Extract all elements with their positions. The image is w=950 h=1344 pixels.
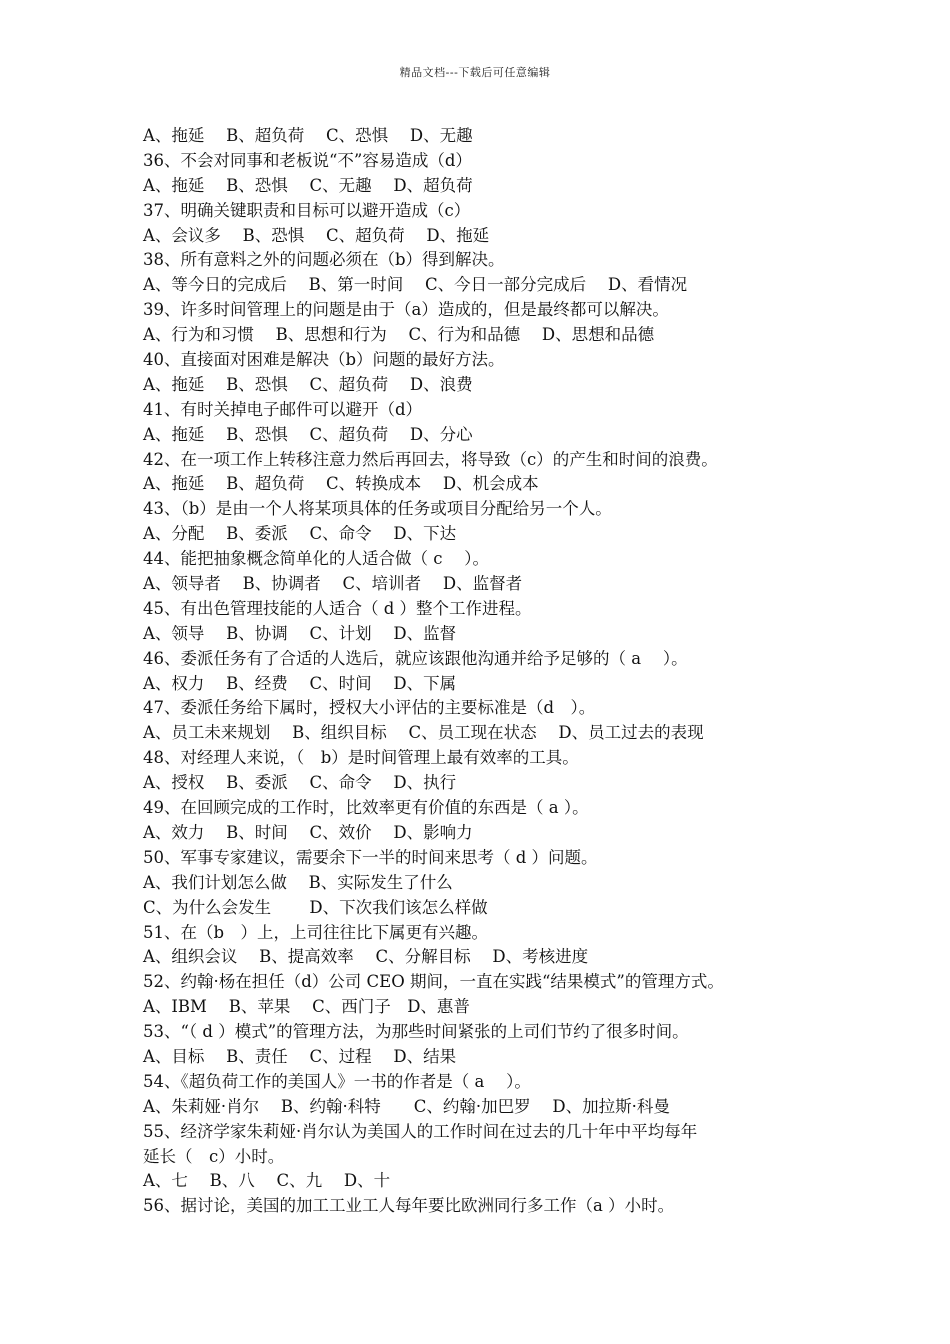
- question-line: 53、“（ d ）模式”的管理方法，为那些时间紧张的上司们节约了很多时间。: [143, 1022, 689, 1042]
- options-line: A、拖延 B、恐惧 C、超负荷 D、分心: [143, 424, 473, 444]
- options-line: A、权力 B、经费 C、时间 D、下属: [143, 673, 457, 693]
- question-line: 54、《超负荷工作的美国人》一书的作者是（ a ）。: [143, 1071, 531, 1091]
- question-line: 45、有出色管理技能的人适合（ d ）整个工作进程。: [143, 598, 532, 618]
- question-line: 51、在（b ）上，上司往往比下属更有兴趣。: [143, 922, 489, 942]
- question-line: 46、委派任务有了合适的人选后，就应该跟他沟通并给予足够的（ a ）。: [143, 648, 688, 668]
- options-line: A、目标 B、责任 C、过程 D、结果: [143, 1046, 457, 1066]
- options-line: A、组织会议 B、提高效率 C、分解目标 D、考核进度: [143, 947, 589, 967]
- options-line: A、拖延 B、恐惧 C、超负荷 D、浪费: [143, 374, 473, 394]
- options-line: A、IBM B、苹果 C、西门子 D、惠普: [143, 997, 470, 1017]
- page-header: 精品文档---下载后可任意编辑: [399, 66, 551, 79]
- options-line: A、行为和习惯 B、思想和行为 C、行为和品德 D、思想和品德: [143, 325, 655, 345]
- question-line: 41、有时关掉电子邮件可以避开（d）: [143, 399, 423, 419]
- question-line: 39、许多时间管理上的问题是由于（a）造成的，但是最终都可以解决。: [143, 300, 669, 320]
- question-line: 55、经济学家朱莉娅·肖尔认为美国人的工作时间在过去的几十年中平均每年: [143, 1121, 698, 1141]
- options-line: A、分配 B、委派 C、命令 D、下达: [143, 524, 457, 544]
- question-line: 52、约翰·杨在担任（d）公司 CEO 期间，一直在实践“结果模式”的管理方式。: [143, 972, 724, 992]
- options-line: A、领导 B、协调 C、计划 D、监督: [143, 623, 457, 643]
- options-line: A、七 B、八 C、九 D、十: [143, 1171, 391, 1191]
- text-line: A、拖延 B、超负荷 C、恐惧 D、无趣: [143, 126, 473, 145]
- question-line: 43、（b）是由一个人将某项具体的任务或项目分配给另一个人。: [143, 499, 612, 519]
- question-line: 36、不会对同事和老板说“不”容易造成（d）: [143, 150, 472, 170]
- question-line: 49、在回顾完成的工作时，比效率更有价值的东西是（ a ）。: [143, 798, 589, 818]
- question-line: 47、委派任务给下属时，授权大小评估的主要标准是（d ）。: [143, 698, 596, 718]
- question-line: 40、直接面对困难是解决（b）问题的最好方法。: [143, 350, 505, 370]
- question-line: 44、能把抽象概念简单化的人适合做（ c ）。: [143, 549, 489, 569]
- options-line: A、等今日的完成后 B、第一时间 C、今日一部分完成后 D、看情况: [143, 275, 688, 295]
- question-line: 50、军事专家建议，需要余下一半的时间来思考（ d ）问题。: [143, 847, 598, 867]
- options-line: C、为什么会发生 D、下次我们该怎么样做: [143, 897, 488, 917]
- question-line: 42、在一项工作上转移注意力然后再回去，将导致（c）的产生和时间的浪费。: [143, 449, 718, 469]
- question-line: 37、明确关键职责和目标可以避开造成（c）: [143, 200, 471, 220]
- options-line: A、我们计划怎么做 B、实际发生了什么: [143, 872, 453, 892]
- options-line: A、效力 B、时间 C、效价 D、影响力: [143, 822, 473, 842]
- options-line: A、领导者 B、协调者 C、培训者 D、监督者: [143, 574, 523, 594]
- options-line: A、拖延 B、超负荷 C、转换成本 D、机会成本: [143, 474, 539, 494]
- question-line: 56、据讨论，美国的加工工业工人每年要比欧洲同行多工作（a ）小时。: [143, 1196, 675, 1216]
- question-line: 38、所有意料之外的问题必须在（b）得到解决。: [143, 250, 505, 270]
- options-line: A、会议多 B、恐惧 C、超负荷 D、拖延: [143, 225, 490, 245]
- options-line: A、授权 B、委派 C、命令 D、执行: [143, 773, 457, 793]
- options-line: A、朱莉娅·肖尔 B、约翰·科特 C、约翰·加巴罗 D、加拉斯·科曼: [143, 1096, 670, 1116]
- document-body: [143, 124, 843, 1219]
- question-line: 48、对经理人来说，（ b）是时间管理上最有效率的工具。: [143, 748, 579, 768]
- question-line-continued: 延长（ c）小时。: [143, 1146, 285, 1166]
- options-line: A、员工未来规划 B、组织目标 C、员工现在状态 D、员工过去的表现: [143, 723, 704, 743]
- options-line: A、拖延 B、恐惧 C、无趣 D、超负荷: [143, 175, 473, 195]
